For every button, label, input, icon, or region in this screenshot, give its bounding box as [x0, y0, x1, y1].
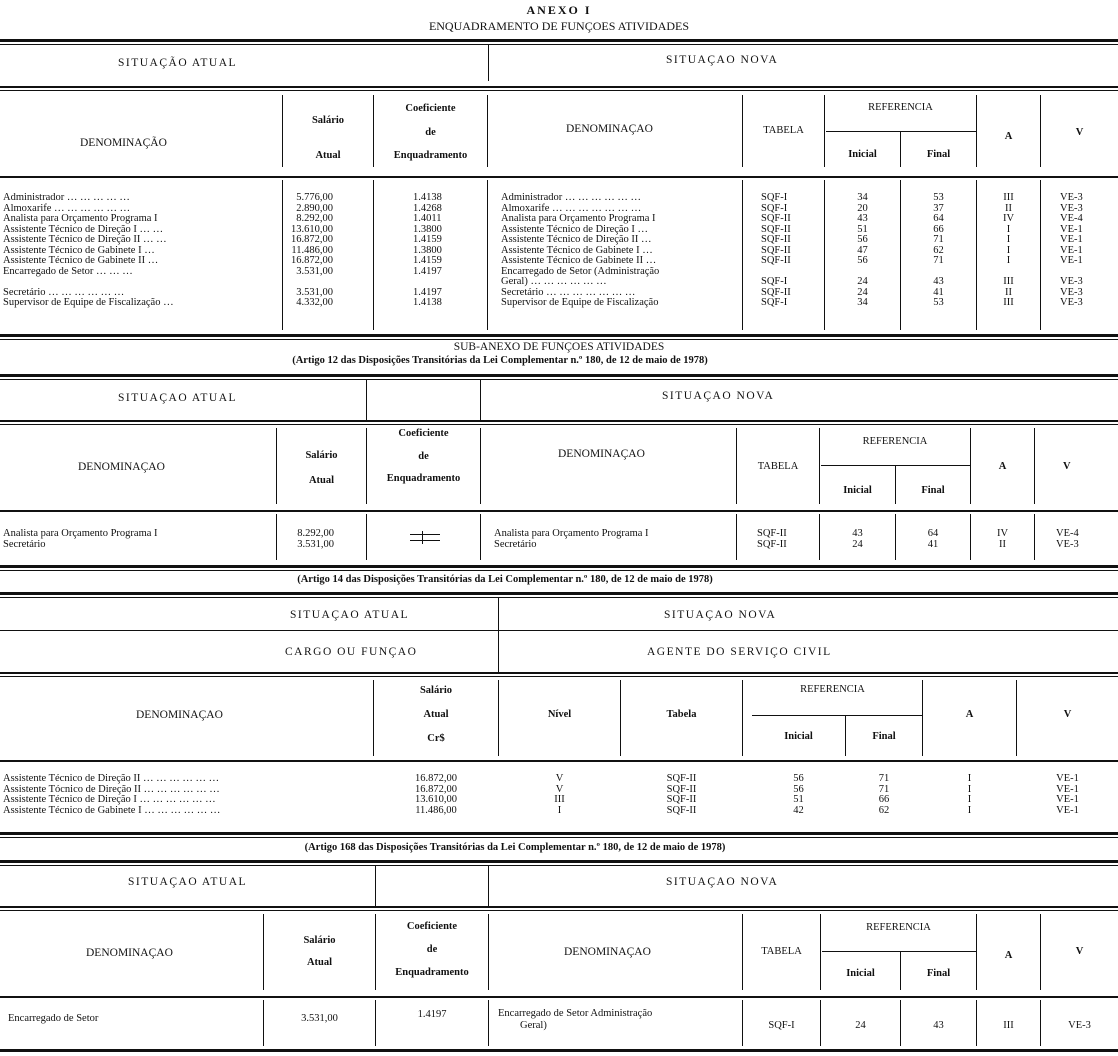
table-cell: 16.872,00 [415, 773, 457, 784]
main-col-inicial [825, 193, 900, 309]
table-cell: Assistente Técnico de Direção II … … [3, 234, 167, 245]
table-cell: VE-1 [1060, 234, 1083, 245]
art14-col-a: A [965, 709, 974, 720]
col-denominacao-nova: DENOMINAÇAO [566, 123, 653, 135]
sub-col-salario-atual: Atual [308, 475, 335, 486]
table-cell: Geral) … … … … … … [501, 276, 607, 287]
sub-situacao-atual: SITUAÇAO ATUAL [118, 392, 238, 404]
table-cell: 1.4138 [413, 297, 442, 308]
art14-situacao-nova: SITUAÇAO NOVA [664, 609, 777, 621]
table-cell: 1.4197 [413, 265, 442, 277]
art168-col-salario: Salário [303, 935, 336, 946]
art168-row-v: VE-3 [1068, 1020, 1091, 1031]
table-cell: Assistente Técnico de Gabinete I … [3, 244, 155, 256]
table-cell: 24 [857, 276, 868, 287]
sub-col-referencia: REFERENCIA [862, 436, 928, 447]
table-cell: 64 [933, 213, 944, 224]
table-cell: I [967, 783, 972, 795]
table-cell: 13.610,00 [291, 223, 333, 235]
table-cell: 71 [878, 783, 890, 795]
table-cell: I [557, 804, 562, 816]
table-cell: Almoxarife … … … … … … … [501, 202, 642, 214]
art168-situacao-atual: SITUAÇAO ATUAL [128, 876, 248, 888]
table-cell: 24 [852, 538, 863, 550]
table-cell: SQF-II [761, 223, 791, 235]
table-cell: 47 [857, 244, 868, 256]
sub-col-salario-values [277, 529, 334, 550]
art168-col-tabela: TABELA [761, 946, 802, 957]
sub-col-inicial: Inicial [843, 485, 872, 496]
art168-row-inicial: 24 [855, 1020, 866, 1031]
table-cell: 20 [857, 202, 868, 214]
col-salario-atual: Atual [315, 150, 341, 161]
table-cell: Assistente Técnico de Direção II … … … … … … [3, 773, 220, 784]
table-cell: I [1006, 234, 1011, 245]
table-cell: SQF-II [757, 538, 787, 550]
table-cell: 1.4159 [413, 234, 442, 245]
sub-dash-mark [410, 531, 440, 545]
col-inicial: Inicial [848, 149, 877, 160]
art14-agente-servico-civil: AGENTE DO SERVIÇO CIVIL [647, 646, 832, 658]
art168-col-final: Final [926, 968, 951, 979]
art14-col-salario: Salário [419, 685, 453, 696]
sub-col-denominacao-nova-values [494, 529, 734, 550]
table-cell: I [1006, 244, 1011, 256]
table-cell: SQF-II [761, 286, 791, 298]
table-cell: SQF-II [761, 234, 791, 245]
table-cell: 62 [933, 244, 944, 256]
table-cell: V [555, 783, 564, 795]
sub-col-a: A [998, 461, 1007, 472]
table-cell: 1.3800 [413, 223, 442, 235]
table-cell: VE-3 [1060, 276, 1083, 287]
art14-col-atual: Atual [423, 709, 449, 720]
table-cell: 62 [878, 804, 890, 816]
sub-col-coeficiente-de: de [418, 451, 429, 462]
table-cell [283, 277, 333, 288]
table-cell: I [1006, 255, 1011, 266]
table-cell: I [1006, 223, 1011, 235]
art14-col-referencia: REFERENCIA [800, 684, 865, 695]
table-cell: Assistente Técnico de Direção I … [501, 223, 649, 235]
table-cell: Assistente Técnico de Gabinete II … [3, 255, 159, 266]
art14-col-tabela: Tabela [666, 709, 697, 720]
table-cell: 66 [933, 223, 944, 235]
table-cell: 56 [857, 234, 868, 245]
main-col-tabela [761, 193, 823, 309]
sub-col-salario: Salário [305, 450, 338, 461]
table-cell: 16.872,00 [291, 255, 333, 266]
sub-col-a-values [971, 529, 1034, 550]
table-cell: Secretário … … … … … … … [501, 286, 636, 298]
table-cell: 5.776,00 [296, 192, 333, 203]
table-cell [3, 277, 279, 288]
table-cell: SQF-II [666, 783, 697, 795]
table-cell: VE-1 [1060, 223, 1083, 235]
main-col-denominacao-nova [501, 193, 741, 309]
table-cell: III [1003, 297, 1014, 308]
table-cell: Secretário … … … … … … [3, 286, 125, 298]
table-cell: VE-1 [1056, 794, 1079, 805]
artigo-168-caption: (Artigo 168 das Disposições Transitórias da Lei Complementar n.º 180, de 12 de maio de 1978) [304, 842, 726, 853]
art168-col-referencia: REFERENCIA [866, 922, 931, 933]
sub-col-v: V [1063, 461, 1071, 472]
table-cell: 8.292,00 [297, 528, 334, 539]
sub-anexo-article: (Artigo 12 das Disposições Transitórias da Lei Complementar n.º 180, de 12 de maio de 1978) [292, 355, 708, 366]
col-referencia: REFERENCIA [868, 102, 933, 113]
situacao-nova-label: SITUAÇAO NOVA [666, 54, 779, 66]
art14-cargo-funcao: CARGO OU FUNÇAO [285, 646, 418, 658]
art14-col-denominacao: DENOMINAÇAO [136, 709, 223, 721]
table-cell: 3.531,00 [296, 286, 333, 298]
table-cell: VE-1 [1056, 783, 1079, 795]
table-cell: SQF-II [761, 213, 791, 224]
art168-row-a: III [1003, 1020, 1014, 1031]
table-cell: 11.486,00 [291, 244, 333, 256]
table-cell: 1.4011 [413, 213, 442, 224]
table-cell: 51 [857, 223, 868, 235]
table-cell: Supervisor de Equipe de Fiscalização … [3, 297, 174, 308]
art14-col-denominacao-values [3, 774, 371, 816]
main-col-final [901, 193, 976, 309]
table-cell: Analista para Orçamento Programa I [501, 213, 656, 224]
col-denominacao: DENOMINAÇÃO [80, 137, 167, 149]
table-cell: 1.4159 [413, 255, 442, 266]
sub-col-inicial-values [820, 529, 895, 550]
table-cell: 37 [933, 202, 944, 214]
table-cell: VE-3 [1060, 192, 1083, 203]
table-cell: SQF-I [761, 276, 788, 287]
table-cell: 16.872,00 [415, 783, 457, 795]
art168-col-coeficiente-de: de [426, 944, 438, 955]
art168-row-coeficiente: 1.4197 [417, 1009, 447, 1020]
table-cell: Assistente Técnico de Gabinete I … … … … … … [3, 804, 221, 816]
sub-col-enquadramento: Enquadramento [386, 473, 461, 484]
art168-col-v: V [1075, 946, 1084, 957]
sub-situacao-nova: SITUAÇAO NOVA [662, 390, 775, 402]
table-cell: Administrador … … … … … [3, 192, 130, 203]
table-cell: Almoxarife … … … … … … [3, 202, 131, 214]
table-cell: VE-4 [1056, 528, 1079, 539]
main-col-denominacao [3, 193, 279, 309]
table-cell: III [1003, 276, 1014, 287]
table-cell: 3.531,00 [297, 538, 334, 550]
table-cell [413, 277, 483, 288]
table-cell: Encarregado de Setor (Administração [501, 265, 660, 277]
sub-col-tabela-values [757, 529, 817, 550]
table-cell: 64 [927, 528, 939, 539]
table-cell: VE-1 [1056, 804, 1079, 816]
table-cell: 16.872,00 [291, 234, 333, 245]
table-cell: 53 [933, 192, 944, 203]
col-a: A [1004, 131, 1013, 142]
art168-row-final: 43 [933, 1020, 944, 1031]
art14-col-nivel-values [499, 774, 620, 816]
table-cell: SQF-II [666, 794, 697, 805]
table-cell: Secretário [494, 538, 537, 550]
sub-col-denominacao-nova: DENOMINAÇAO [558, 448, 645, 460]
table-cell: III [554, 794, 565, 805]
table-cell: 1.4268 [413, 202, 442, 214]
table-cell: Analista para Orçamento Programa I [3, 213, 158, 224]
table-cell: SQF-I [761, 202, 788, 214]
art14-col-tabela-values [621, 774, 742, 816]
art168-situacao-nova: SITUAÇAO NOVA [666, 876, 779, 888]
table-cell: 34 [857, 297, 868, 308]
document-title: ENQUADRAMENTO DE FUNÇOES ATIVIDADES [428, 19, 690, 33]
sub-col-coeficiente: Coeficiente [398, 428, 449, 439]
table-cell: 51 [793, 794, 804, 805]
table-cell: 2.890,00 [296, 202, 333, 214]
sub-col-final: Final [921, 485, 945, 496]
table-cell: 41 [933, 286, 944, 298]
sub-anexo-title: SUB-ANEXO DE FUNÇOES ATIVIDADES [453, 341, 665, 353]
table-cell: SQF-II [761, 244, 791, 256]
table-cell: VE-3 [1060, 297, 1083, 308]
table-cell: 13.610,00 [415, 794, 457, 805]
main-col-salario [283, 193, 333, 309]
table-cell: Analista para Orçamento Programa I [494, 528, 649, 539]
art14-col-salario-values [374, 774, 498, 816]
art168-col-denominacao: DENOMINAÇAO [86, 947, 173, 959]
table-cell: 43 [852, 528, 863, 539]
table-cell: VE-1 [1060, 255, 1083, 266]
table-cell: VE-1 [1056, 773, 1079, 784]
annex-title: ANEXO I [526, 3, 592, 17]
art168-row-denominacao-nova: Encarregado de Setor Administração [498, 1008, 653, 1019]
table-cell: SQF-II [666, 804, 697, 816]
table-cell: SQF-I [761, 297, 788, 308]
col-coeficiente: Coeficiente [405, 103, 456, 114]
table-cell: I [967, 804, 972, 816]
col-enquadramento: Enquadramento [393, 150, 468, 161]
table-cell: 56 [857, 255, 868, 266]
table-cell: II [1005, 202, 1012, 214]
art14-col-inicial-values [752, 774, 845, 816]
table-cell: 71 [933, 234, 944, 245]
table-cell: Secretário [3, 538, 46, 550]
table-cell: 41 [927, 538, 939, 550]
table-cell: Assistente Técnico de Direção II … [501, 234, 652, 245]
table-cell: SQF-II [761, 255, 791, 266]
table-cell: SQF-I [761, 192, 788, 203]
table-cell: 42 [793, 804, 804, 816]
art168-col-inicial: Inicial [846, 968, 875, 979]
main-col-v [1060, 193, 1115, 309]
table-cell: Analista para Orçamento Programa I [3, 528, 158, 539]
table-cell: 66 [878, 794, 890, 805]
table-cell: Assistente Técnico de Gabinete I … [501, 244, 653, 256]
table-cell: V [555, 773, 564, 784]
table-cell: Supervisor de Equipe de Fiscalização [501, 297, 659, 308]
table-cell: 43 [857, 213, 868, 224]
art168-col-enquadramento: Enquadramento [395, 967, 469, 978]
table-cell: 53 [933, 297, 944, 308]
art14-col-v: V [1063, 709, 1072, 720]
art168-col-atual: Atual [306, 957, 333, 968]
art168-col-denominacao-nova: DENOMINAÇAO [564, 946, 651, 958]
table-cell: 56 [793, 783, 804, 795]
table-cell: VE-3 [1060, 286, 1083, 298]
art14-col-v-values [1017, 774, 1118, 816]
table-cell: 71 [933, 255, 944, 266]
sub-col-tabela: TABELA [757, 461, 799, 472]
art14-col-final: Final [872, 731, 896, 742]
table-cell: 1.4138 [413, 192, 442, 203]
art168-row-tabela: SQF-I [768, 1020, 795, 1031]
art168-row-denominacao-nova-2: Geral) [520, 1020, 547, 1031]
table-cell: 4.332,00 [296, 297, 333, 308]
table-cell: 3.531,00 [296, 265, 333, 277]
sub-col-final-values [896, 529, 970, 550]
table-cell: 1.4197 [413, 286, 442, 298]
table-cell: II [1005, 286, 1012, 298]
sub-col-denominacao-values [3, 529, 273, 550]
sub-col-v-values [1056, 529, 1111, 550]
table-cell: VE-4 [1060, 213, 1083, 224]
art14-col-inicial: Inicial [784, 731, 813, 742]
artigo-14-caption: (Artigo 14 das Disposições Transitórias da Lei Complementar n.º 180, de 12 de maio de 1978) [297, 574, 713, 585]
table-cell: 34 [857, 192, 868, 203]
main-col-coeficiente [413, 193, 483, 309]
art14-col-nivel: Nível [547, 709, 572, 720]
table-cell: I [967, 773, 972, 784]
sub-col-denominacao: DENOMINAÇAO [78, 461, 165, 473]
table-cell: Assistente Técnico de Gabinete II … [501, 255, 657, 266]
table-cell: 1.3800 [413, 244, 442, 256]
col-final: Final [926, 149, 951, 160]
col-coeficiente-de: de [425, 127, 436, 138]
table-cell: 56 [793, 773, 804, 784]
table-cell: 11.486,00 [415, 804, 457, 816]
table-cell: 8.292,00 [296, 213, 333, 224]
art14-situacao-atual: SITUAÇAO ATUAL [290, 609, 410, 621]
col-tabela: TABELA [763, 125, 804, 136]
col-salario: Salário [311, 115, 345, 126]
table-cell: IV [996, 528, 1009, 539]
table-cell: Administrador … … … … … … [501, 192, 641, 203]
table-cell: III [1003, 192, 1014, 203]
art14-col-cr: Cr$ [427, 733, 445, 744]
table-cell: 43 [933, 276, 944, 287]
art168-row-denominacao: Encarregado de Setor [8, 1013, 99, 1024]
table-cell: I [967, 794, 972, 805]
table-cell: SQF-II [757, 528, 787, 539]
table-cell: VE-3 [1060, 202, 1083, 214]
table-cell: 71 [878, 773, 890, 784]
table-cell: Assistente Técnico de Direção I … … [3, 223, 164, 235]
art168-col-coeficiente: Coeficiente [406, 921, 458, 932]
table-cell: II [999, 538, 1006, 550]
table-cell: IV [1002, 213, 1015, 224]
table-cell: 24 [857, 286, 868, 298]
table-cell: VE-1 [1060, 244, 1083, 256]
main-col-a [977, 193, 1040, 309]
art14-col-a-values [923, 774, 1016, 816]
table-cell: Assistente Técnico de Direção I … … … … … … [3, 794, 216, 805]
situacao-atual-label: SITUAÇÃO ATUAL [118, 57, 238, 69]
col-v: V [1075, 127, 1084, 138]
table-cell: SQF-II [666, 773, 697, 784]
art168-col-a: A [1004, 950, 1013, 961]
table-cell: VE-3 [1056, 538, 1079, 550]
table-cell: Encarregado de Setor … … … [3, 265, 133, 277]
table-cell: Assistente Tócnico de Direção II … … … … … … [3, 783, 220, 795]
art14-col-final-values [846, 774, 922, 816]
art168-row-salario: 3.531,00 [301, 1013, 338, 1024]
